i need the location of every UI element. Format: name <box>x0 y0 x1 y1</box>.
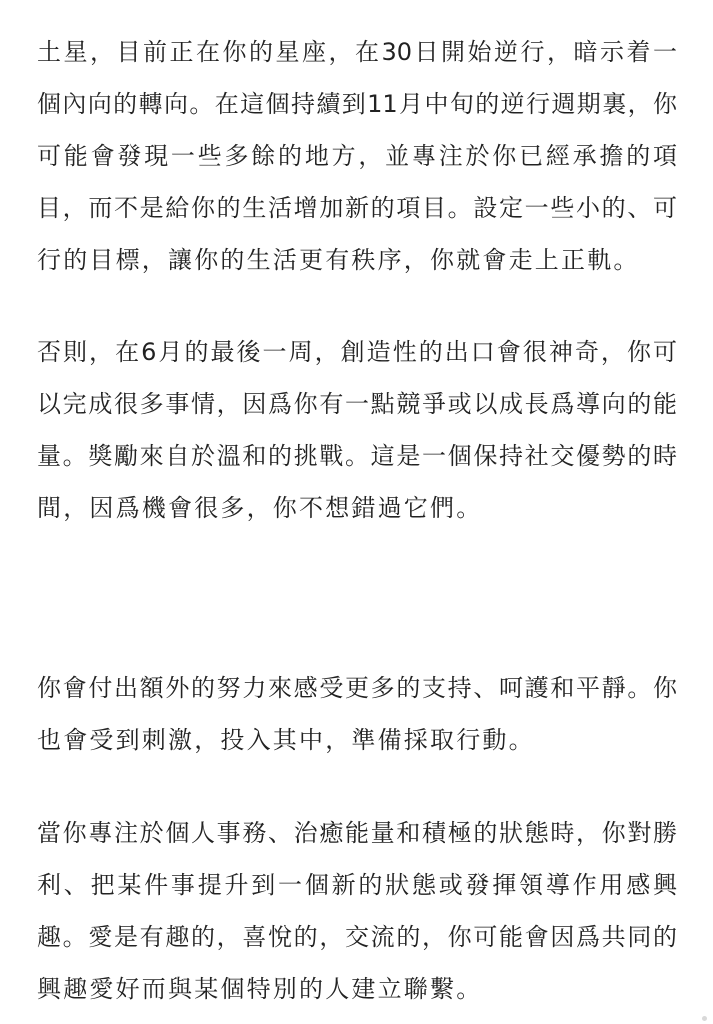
text-line: 以完成很多事情，因爲你有一點競爭或以成長爲導向的能 <box>37 390 677 418</box>
text-line: 也會受到刺激，投入其中，準備採取行動。 <box>37 726 535 754</box>
text-line: 當你專注於個人事務、治癒能量和積極的狀態時，你對勝 <box>37 819 677 847</box>
scroll-indicator <box>702 1016 707 1021</box>
text-line: 土星，目前正在你的星座，在30日開始逆行，暗示着一 <box>37 38 677 66</box>
text-line: 利、把某件事提升到一個新的狀態或發揮領導作用感興 <box>37 871 677 899</box>
text-line: 量。獎勵來自於溫和的挑戰。這是一個保持社交優勢的時 <box>37 442 677 470</box>
text-line: 你會付出額外的努力來感受更多的支持、呵護和平靜。你 <box>37 674 677 702</box>
text-line: 間，因爲機會很多，你不想錯過它們。 <box>37 494 483 522</box>
text-line: 興趣愛好而與某個特別的人建立聯繫。 <box>37 975 483 1003</box>
text-line: 行的目標，讓你的生活更有秩序，你就會走上正軌。 <box>37 246 640 274</box>
text-line: 趣。愛是有趣的，喜悅的，交流的，你可能會因爲共同的 <box>37 923 677 951</box>
text-line: 個內向的轉向。在這個持續到11月中旬的逆行週期裏，你 <box>37 90 677 118</box>
text-line: 可能會發現一些多餘的地方，並專注於你已經承擔的項 <box>37 142 677 170</box>
text-line: 目，而不是給你的生活增加新的項目。設定一些小的、可 <box>37 194 677 222</box>
text-line: 否則，在6月的最後一周，創造性的出口會很神奇，你可 <box>37 338 677 366</box>
